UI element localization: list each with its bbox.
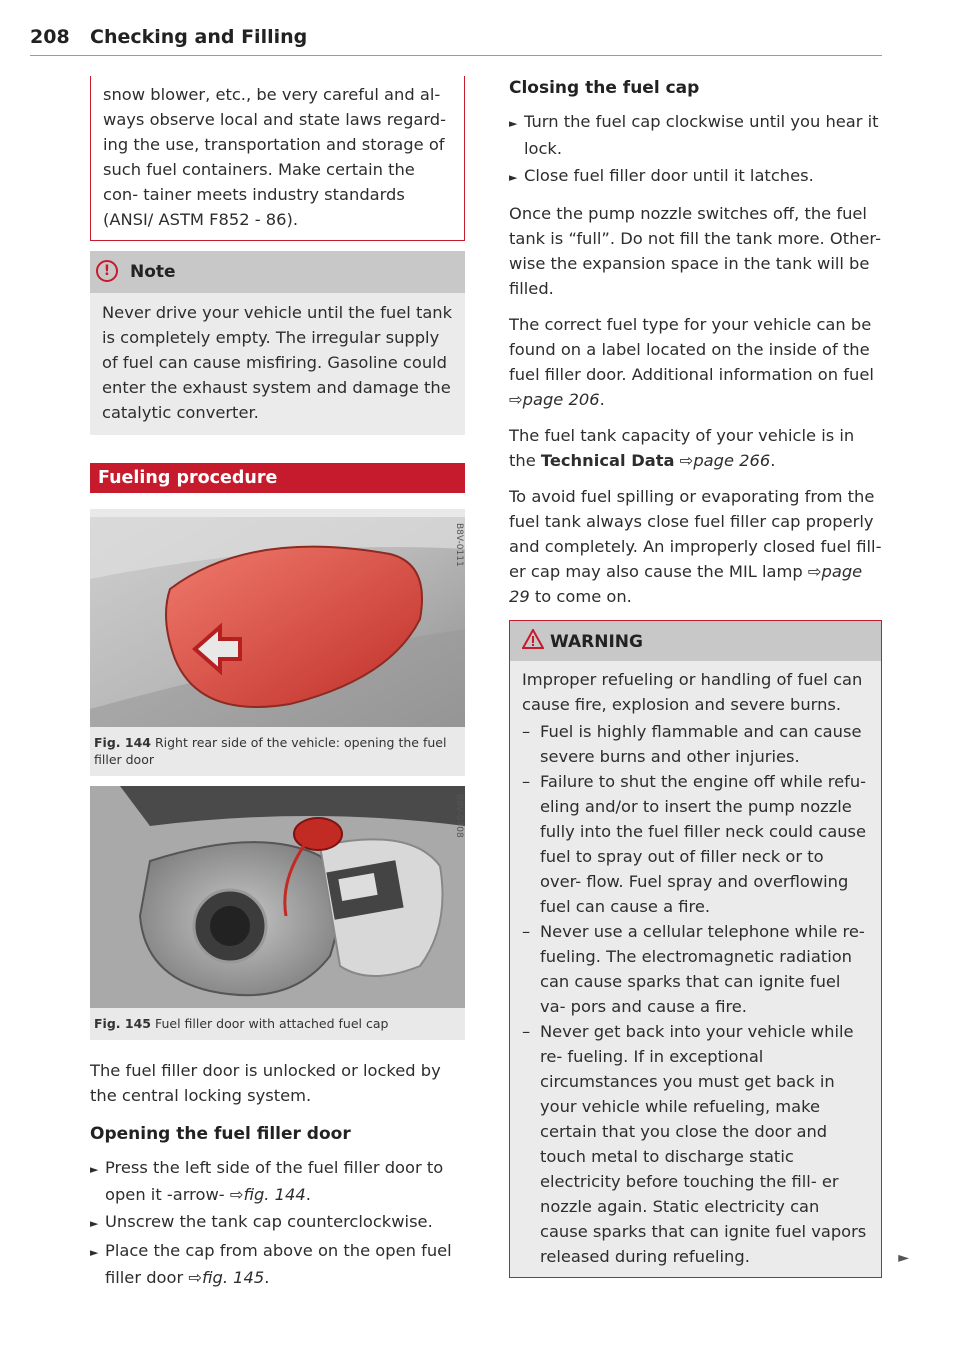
page-link[interactable]: ⇨page 206 [509, 390, 600, 409]
figure-code: B8V-0111 [454, 523, 464, 567]
figure-caption [90, 1008, 465, 1034]
warning-item: – Failure to shut the engine off while refu- eling and/or to insert the pump nozzle fully into the fuel filler neck could cause fuel to spray out of filler neck or to over- flow. Fuel spray and overflowing fuel can cause a fire. [522, 772, 867, 916]
figure-caption-text: Right rear side of the vehicle: opening the fuel filler door [94, 735, 447, 767]
continue-arrow-icon: ► [898, 1250, 909, 1266]
warning-item: – Fuel is highly flammable and can cause severe burns and other injuries. [522, 722, 862, 766]
warning-continuation-text: snow blower, etc., be very careful and al- ways observe local and state laws regard- ing the use, transportation and storage of such fuel containers. Make certain the con- tainer meets industry standards (ANSI/ ASTM F852 - 86). [103, 85, 446, 229]
figure-link[interactable]: ⇨fig. 144 [229, 1185, 306, 1204]
section-band: Fueling procedure [90, 463, 465, 493]
figure-caption [90, 727, 465, 770]
figure-label: Fig. 145 [94, 1016, 151, 1031]
left-column [90, 76, 465, 1301]
figure-link[interactable]: ⇨fig. 145 [188, 1268, 265, 1287]
warning-title: WARNING [550, 632, 643, 652]
page-number: 208 [30, 26, 70, 48]
warning-item: – Never get back into your vehicle while re- fueling. If in exceptional circumstances you must get back in your vehicle while refueling, make certain that you close the door and touch metal to discharge static electricity before touching the fill- er nozzle again. Static electricity can cause sparks that can ignite fuel vapors released during refueling. [522, 1022, 867, 1266]
figure-144 [90, 509, 465, 776]
paragraph: The fuel tank capacity of your vehicle is in the Technical Data ⇨page 266. [509, 426, 855, 470]
note-body [90, 293, 465, 435]
info-icon: ! [96, 260, 118, 282]
warning-box [509, 620, 909, 1278]
heading-open: Opening the fuel filler door [90, 1124, 351, 1144]
figure-caption-text: Fuel filler door with attached fuel cap [154, 1016, 389, 1031]
step-item: ► Press the left side of the fuel filler door to open it -arrow- ⇨fig. 144. [90, 1158, 444, 1204]
step-item: ► Place the cap from above on the open fuel filler door ⇨fig. 145. [90, 1241, 452, 1287]
note-header [90, 251, 465, 293]
paragraph: The correct fuel type for your vehicle can be found on a label located on the inside of the fuel filler door. Additional information on fuel ⇨page 206. [509, 315, 874, 409]
heading-close: Closing the fuel cap [509, 78, 700, 98]
paragraph: Once the pump nozzle switches off, the fuel tank is “full”. Do not fill the tank more. Other- wise the expansion space in the tank will be filled. [509, 204, 881, 298]
warning-item: – Never use a cellular telephone while re- fueling. The electromagnetic radiation can cause sparks that can ignite fuel va- pors and cause a fire. [522, 922, 865, 1016]
fuel-door-open-image [90, 786, 465, 1008]
warning-triangle-icon [522, 629, 544, 649]
figure-label: Fig. 144 [94, 735, 151, 750]
warning-continuation-box [90, 76, 465, 241]
step-item: ► Close fuel filler door until it latches. [509, 166, 814, 185]
section-title: Checking and Filling [90, 26, 308, 48]
figure-145 [90, 786, 465, 1040]
warning-intro: Improper refueling or handling of fuel can cause fire, explosion and severe burns. [522, 670, 863, 714]
page-link[interactable]: ⇨page 266 [679, 451, 771, 470]
warning-body [510, 661, 909, 1277]
note-title: Note [130, 262, 176, 282]
step-item: ► Turn the fuel cap clockwise until you hear it lock. [509, 112, 879, 158]
fuel-door-closed-image [90, 509, 465, 727]
page-header [30, 22, 882, 56]
figure-code: B8V-0408 [454, 794, 464, 838]
warning-header [510, 621, 881, 661]
paragraph: To avoid fuel spilling or evaporating from the fuel tank always close fuel filler cap properly and completely. An improperly closed fuel fill- er cap may also cause the MIL lamp ⇨page 29 to come on. [509, 487, 882, 606]
page-link[interactable]: ⇨page 29 [509, 562, 863, 606]
intro-paragraph: The fuel filler door is unlocked or locked by the central locking system. [90, 1061, 441, 1105]
right-column [509, 76, 909, 1278]
note-text: Never drive your vehicle until the fuel tank is completely empty. The irregular supply of fuel can cause misfiring. Gasoline could enter the exhaust system and damage the catalytic converter. [102, 303, 453, 422]
step-item: ► Unscrew the tank cap counterclockwise. [90, 1212, 433, 1231]
